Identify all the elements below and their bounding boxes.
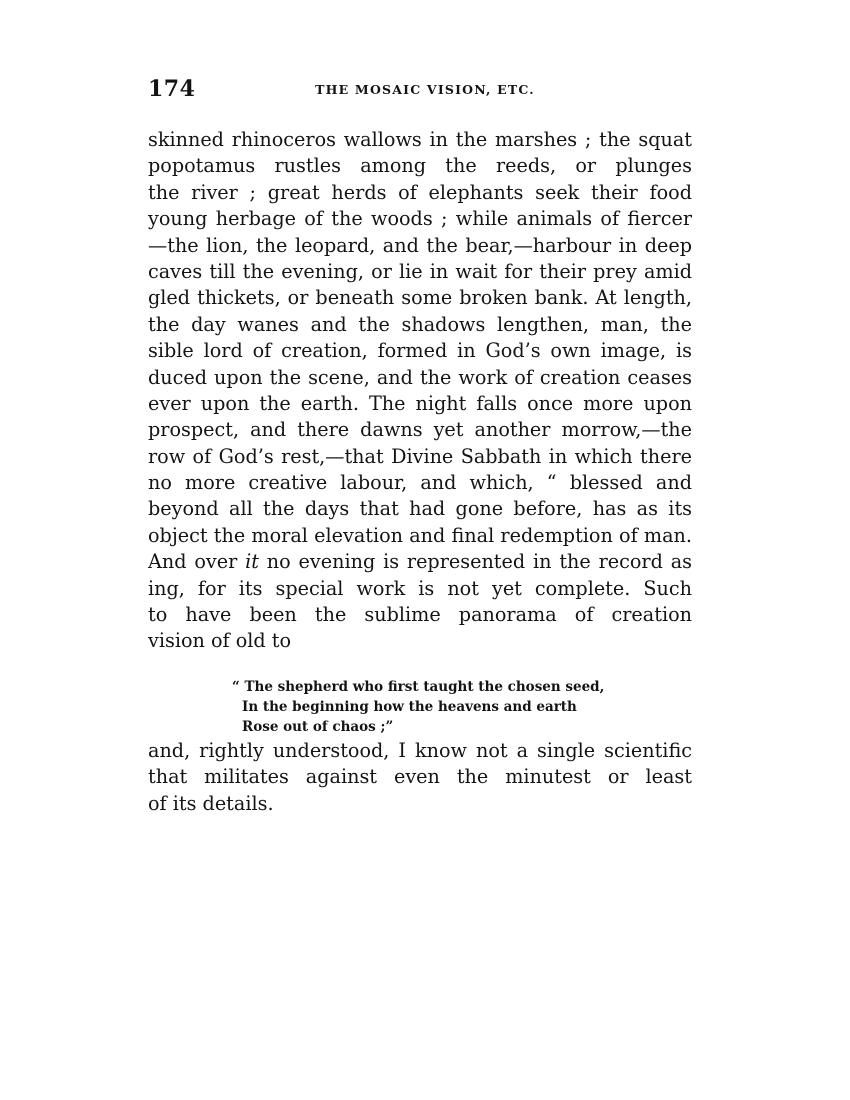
closing-paragraph	[148, 738, 692, 817]
text-line: skinned rhinoceros wallows in the marshes ; the squat	[148, 128, 692, 151]
text-line: sible lord of creation, formed in God’s own image, is	[148, 339, 692, 363]
text-line: young herbage of the woods ; while animals of fiercer	[148, 207, 692, 231]
text-line: and, rightly understood, I know not a single scientific	[148, 739, 692, 762]
page-number: 174	[148, 76, 196, 102]
quote-line: “ The shepherd who first taught the chosen seed,	[232, 679, 605, 695]
text-line: ing, for its special work is not yet complete. Such	[148, 576, 692, 600]
text-line-with-italic	[148, 549, 692, 575]
quote-line: Rose out of chaos ;”	[242, 719, 394, 735]
text-line: prospect, and there dawns yet another morrow,—the	[148, 418, 692, 442]
text-line: —the lion, the leopard, and the bear,—harbour in deep	[148, 233, 692, 257]
running-title: THE MOSAIC VISION, ETC.	[315, 82, 535, 97]
text-line: no more creative labour, and which, “ blessed and	[148, 471, 692, 495]
text-line: the day wanes and the shadows lengthen, man, the	[148, 312, 692, 336]
italic-word: it	[245, 550, 259, 574]
text-line: the river ; great herds of elephants seek their food	[148, 180, 692, 204]
text-line: gled thickets, or beneath some broken bank. At length,	[148, 286, 692, 310]
text-segment: And over	[148, 550, 246, 574]
text-line: of its details.	[148, 791, 274, 815]
page-header	[148, 76, 692, 106]
text-line: vision of old to	[148, 629, 292, 653]
main-paragraph	[148, 127, 692, 655]
text-line: duced upon the scene, and the work of creation ceases	[148, 365, 692, 389]
text-line: row of God’s rest,—that Divine Sabbath in which there	[148, 444, 692, 468]
block-quote	[232, 677, 652, 737]
quote-line: In the beginning how the heavens and earth	[242, 699, 577, 715]
text-line: object the moral elevation and final redemption of man.	[148, 523, 692, 547]
text-line: popotamus rustles among the reeds, or plunges	[148, 154, 692, 178]
text-line: beyond all the days that had gone before, has as its	[148, 497, 692, 521]
text-line: ever upon the earth. The night falls once more upon	[148, 391, 692, 415]
text-segment: no evening is represented in the record as	[266, 550, 692, 574]
text-line: that militates against even the minutest or least	[148, 765, 692, 789]
text-line: caves till the evening, or lie in wait for their prey amid	[148, 259, 692, 283]
text-line: to have been the sublime panorama of creation	[148, 603, 692, 627]
